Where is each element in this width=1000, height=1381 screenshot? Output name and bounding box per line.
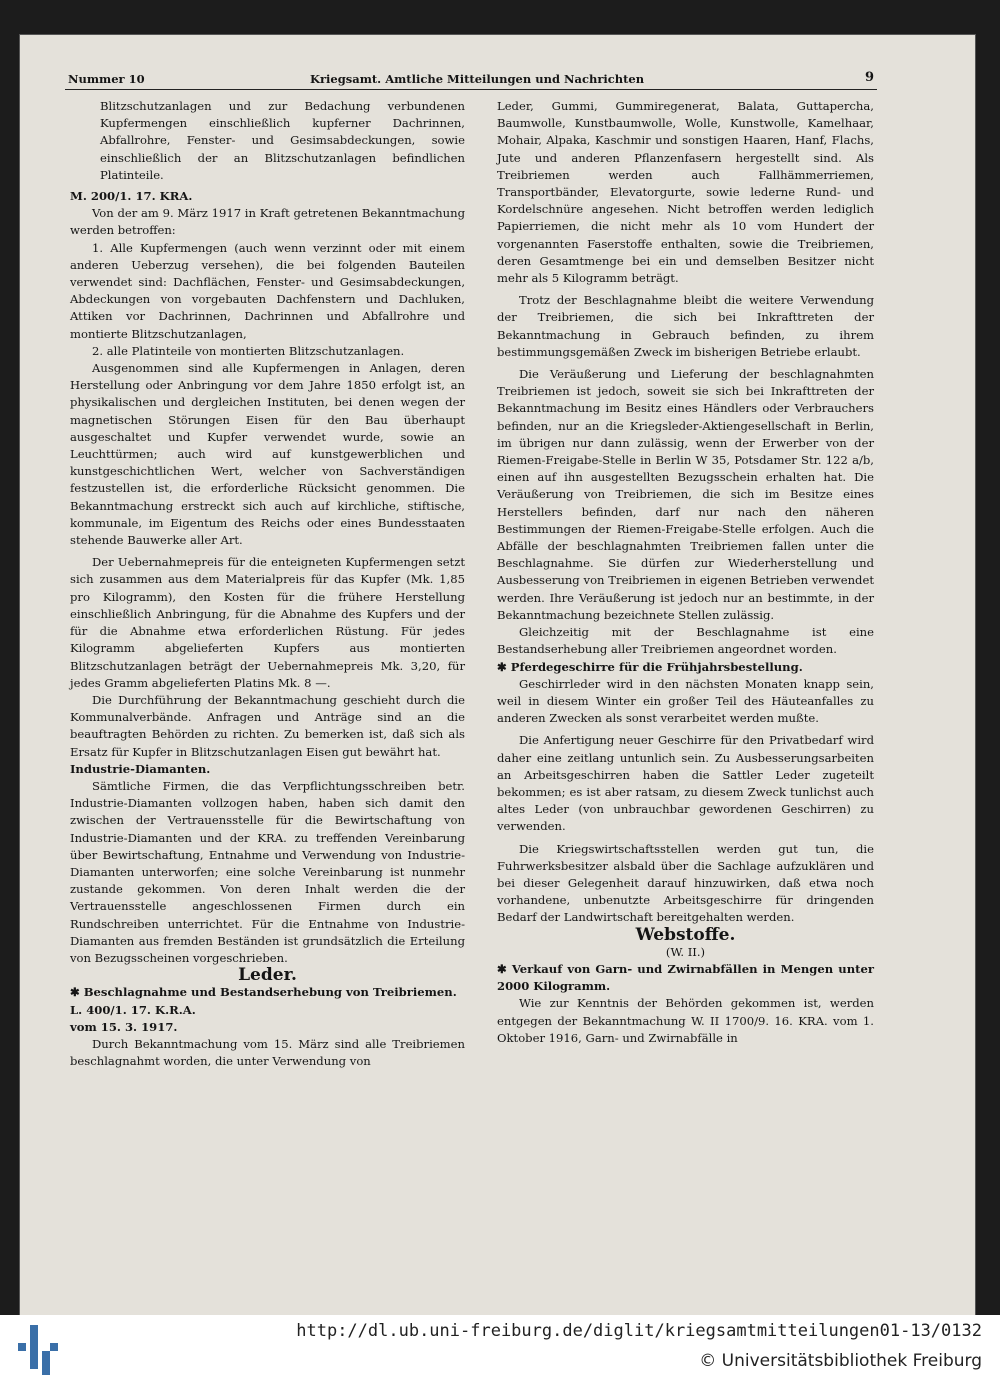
list-item: 2. alle Platinteile von montierten Blitzschutzanlagen. [92,343,405,358]
reference-m200: M. 200/1. 17. KRA. [70,189,193,204]
intro-paragraph: Blitzschutzanlagen und zur Bedachung verbundenen Kupfermengen einschließlich kupferner Dachrinnen, Abfallrohre, Fenster- und Gesimsabdeckungen, sowie einschließlich der an Blitzschutzanlagen befindlichen Platinteile. [100,99,465,182]
copyright-notice: © Universitätsbibliothek Freiburg [699,1351,982,1371]
viewer-footer [0,1315,1000,1381]
journal-title: Kriegsamt. Amtliche Mitteilungen und Nachrichten [310,72,645,86]
paragraph: Wie zur Kenntnis der Behörden gekommen ist, werden entgegen der Bekanntmachung W. II 1700/9. 16. KRA. vom 1. Oktober 1916, Garn- und Zwirnabfälle in [497,996,874,1045]
paragraph: Die Veräußerung und Lieferung der beschlagnahmten Treibriemen ist jedoch, soweit sie sich bei Inkrafttreten der Bekanntmachung im Besitz eines Händlers oder Verbrauchers befinden, nur an die Kriegsleder-Aktiengesellschaft in Berlin, im übrigen nur dann zulässig, wenn der Erwerber von der Riemen-Freigabe-Stelle in Berlin W 35, Potsdamer Str. 122 a/b, einen auf ihn ausgestellten Bezugsschein erhalten hat. Die Veräußerung von Treibriemen, die sich im Besitze eines Herstellers befinden, darf nur nach den näheren Bestimmungen der Riemen-Freigabe-Stelle erfolgen. Auch die Abfälle der beschlagnahmten Treibriemen fallen unter die Beschlagnahme. Sie dürfen zur Wiederherstellung und Ausbesserung von Treibriemen in eigenen Betrieben verwendet werden. Ihre Veräußerung ist jedoch nur an bestimmte, in der Bekanntmachung bezeichnete Stellen zulässig. [497,367,874,622]
running-header [65,67,877,90]
heading-industrie-diamanten: Industrie-Diamanten. [70,761,211,776]
heading-garn: ✱ Verkauf von Garn- und Zwirnabfällen in Mengen unter 2000 Kilogramm. [497,961,874,994]
paragraph: Gleichzeitig mit der Beschlagnahme ist eine Bestandserhebung aller Treibriemen angeordnet worden. [497,625,874,657]
paragraph: Die Durchführung der Bekanntmachung geschieht durch die Kommunalverbände. Anfragen und Anträge sind an die beauftragten Behörden zu richten. Zu bemerken ist, daß sich als Ersatz für Kupfer in Blitzschutzanlagen Eisen gut bewährt hat. [70,692,465,759]
reference-date: vom 15. 3. 1917. [70,1019,178,1034]
paragraph: Ausgenommen sind alle Kupfermengen in Anlagen, deren Herstellung oder Anbringung vor dem Jahre 1850 erfolgt ist, an physikalischen und dergleichen Instituten, bei denen wegen der magnetischen Störungen Eisen für den Bau überhaupt ausgeschaltet und Kupfer verwendet wurde, sowie an Leuchttürmen; auch wird auf kunstgewerblichen und kunstgeschichtlichen Wert, welcher von Sachverständigen festzustellen ist, die erforderliche Rücksicht genommen. Die Bekanntmachung erstreckt sich auch auf kirchliche, stiftische, kommunale, im Eigentum des Reichs oder eines Bundesstaaten stehende Bauwerke aller Art. [70,361,465,548]
section-subheading: (W. II.) [665,944,706,959]
library-logo-icon [18,1319,58,1375]
paragraph: Die Anfertigung neuer Geschirre für den Privatbedarf wird daher eine zeitlang untunlich sein. Zu Ausbesserungsarbeiten an Arbeitsgeschirren haben die Sattler Leder zugeteilt bekommen; es ist aber ratsam, zu diesem Zweck tunlichst auch altes Leder (von unbrauchbar gewordenen Geschirren) zu verwenden. [497,733,874,834]
paragraph: Trotz der Beschlagnahme bleibt die weitere Verwendung der Treibriemen, die sich bei Inkrafttreten der Bekanntmachung in Gebrauch befinden, zu ihrem bestimmungsgemäßen Zweck im bisherigen Betriebe erlaubt. [497,293,874,359]
right-column [497,98,874,1047]
paragraph: Geschirrleder wird in den nächsten Monaten knapp sein, weil in diesem Winter ein großer Teil des Häuteanfalles zu anderen Zwecken als sonst verarbeitet werden mußte. [497,676,874,726]
page-number: 9 [864,70,874,85]
reference-l400: L. 400/1. 17. K.R.A. [70,1002,196,1017]
document-page [65,55,877,1215]
paragraph: Von der am 9. März 1917 in Kraft getretenen Bekanntmachung werden betroffen: [70,206,465,238]
heading-pferdegeschirre: ✱ Pferdegeschirre für die Frühjahrsbestellung. [497,659,803,674]
paragraph: Die Kriegswirtschaftsstellen werden gut tun, die Fuhrwerksbesitzer alsbald über die Sachlage aufzuklären und bei dieser Gelegenheit darauf hinzuwirken, daß etwa noch vorhandene, unbenutzte Arbeitsgeschirre für dringenden Bedarf der Landwirtschaft bereitgehalten werden. [497,841,874,925]
heading-treibriemen: ✱ Beschlagnahme und Bestandserhebung von Treibriemen. [70,985,457,1000]
issue-number: Nummer 10 [68,72,145,86]
paragraph: Der Uebernahmepreis für die enteigneten Kupfermengen setzt sich zusammen aus dem Materialpreis für das Kupfer (Mk. 1,85 pro Kilogramm), den Kosten für die frühere Herstellung einschließlich Anbringung, für die Abnahme des Kupfers und der für die Abnahme etwa erforderlichen Rüstung. Für jedes Kilogramm abgelieferten Kupfers aus montierten Blitzschutzanlagen beträgt der Uebernahmepreis Mk. 3,20, für jedes Gramm abgelieferten Platins Mk. 8 —. [70,555,465,690]
left-column [70,98,465,1070]
section-heading-leder: Leder. [238,965,297,986]
section-heading-webstoffe: Webstoffe. [635,924,736,945]
source-link[interactable]: http://dl.ub.uni-freiburg.de/diglit/kriegsamtmitteilungen01-13/0132 [296,1321,982,1341]
list-item: 1. Alle Kupfermengen (auch wenn verzinnt oder mit einem anderen Ueberzug versehen), die bei folgenden Bauteilen verwendet sind: Dachflächen, Fenster- und Gesimsabdeckungen, Abdeckungen von vorgebauten Dachfenstern und Dachluken, Attiken vor Dachrinnen, Dachrinnen und Abfallrohre und montierte Blitzschutzanlagen, [70,240,465,341]
paragraph: Sämtliche Firmen, die das Verpflichtungsschreiben betr. Industrie-Diamanten vollzogen haben, haben sich damit den zwischen der Vertrauensstelle für die Bewirtschaftung von Industrie-Diamanten und der KRA. zu treffenden Vereinbarung über Bewirtschaftung, Entnahme und Verwendung von Industrie-Diamanten unterworfen; eine solche Vereinbarung ist nunmehr zustande gekommen. Von deren Inhalt werden die der Vertrauensstelle angeschlossenen Firmen durch ein Rundschreiben unterrichtet. Für die Entnahme von Industrie-Diamanten aus fremden Beständen ist grundsätzlich die Erteilung von Bezugsscheinen vorgeschrieben. [70,778,465,965]
paragraph: Durch Bekanntmachung vom 15. März sind alle Treibriemen beschlagnahmt worden, die unter Verwendung von [70,1036,465,1069]
paragraph: Leder, Gummi, Gummiregenerat, Balata, Guttapercha, Baumwolle, Kunstbaumwolle, Wolle, Kunstwolle, Kamelhaar, Mohair, Alpaka, Kaschmir und sonstigen Haaren, Hanf, Flachs, Jute und anderen Pflanzenfasern hergestellt sind. Als Treibriemen werden auch Fallhämmerriemen, Transportbänder, Elevatorgurte, sowie lederne Rund- und Kordelschnüre angesehen. Nicht betroffen werden lediglich Papierriemen, die nicht mehr als 10 vom Hundert der vorgenannten Faserstoffe enthalten, sowie die Treibriemen, deren Gesamtmenge bei ein und demselben Besitzer nicht mehr als 5 Kilogramm beträgt. [497,99,874,286]
